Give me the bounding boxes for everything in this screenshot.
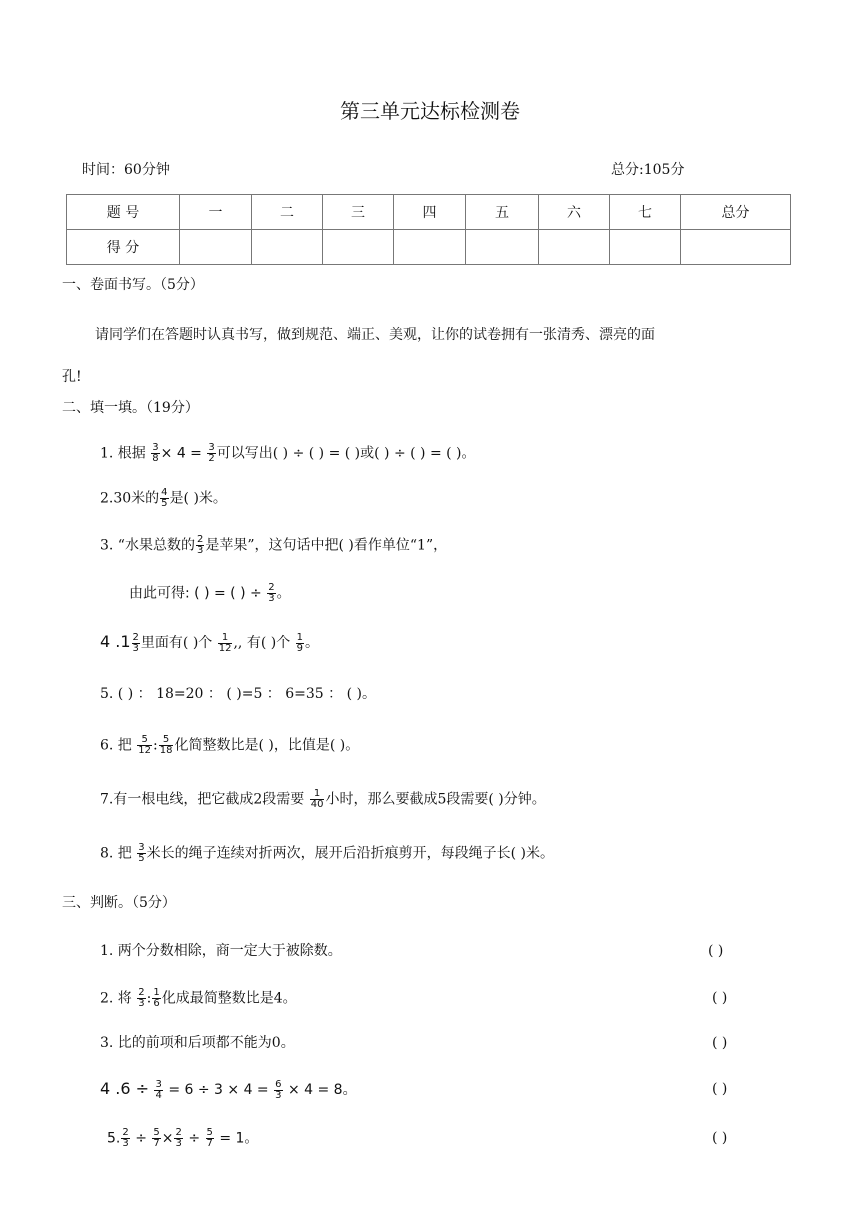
numerator: 3 (208, 442, 215, 453)
q-text: 化简整数比是( )，比值是( )。 (174, 737, 360, 754)
score-cell[interactable] (323, 230, 394, 265)
denominator: 3 (175, 1138, 182, 1149)
answer-paren[interactable]: ( ) (708, 943, 724, 959)
section1-text-line2: 孔! (62, 369, 82, 385)
denominator: 40 (310, 799, 324, 810)
fraction (274, 1080, 282, 1101)
score-cell[interactable] (610, 230, 681, 265)
q-text: 小时，那么要截成5段需要( )分钟。 (325, 791, 546, 808)
q-text: ,, 有( )个 (233, 635, 291, 651)
q-text: 7.有一根电线，把它截成2段需要 (100, 791, 305, 808)
answer-paren[interactable]: ( ) (712, 1130, 728, 1146)
fraction (151, 443, 159, 464)
numerator: 1 (218, 633, 233, 644)
question-2-2 (100, 488, 227, 509)
q-text: 是苹果”，这句话中把( )看作单位“1”， (205, 537, 448, 554)
fraction (137, 843, 145, 864)
score-table-header-row (67, 195, 791, 230)
numerator: 2 (196, 534, 204, 545)
numerator: 2 (138, 987, 145, 998)
q-text: 。 (305, 635, 320, 651)
q-text: = 1。 (219, 1130, 259, 1147)
question-2-3-line2 (129, 583, 291, 604)
header-cell: 一 (180, 195, 252, 230)
header-cell: 五 (466, 195, 539, 230)
q-text: 2. 将 (100, 990, 132, 1007)
numerator: 3 (138, 842, 145, 853)
fraction (152, 988, 160, 1009)
denominator: 7 (153, 1138, 160, 1149)
q-text: × 4 = (160, 445, 202, 462)
q-text: 里面有( )个 (140, 635, 213, 651)
header-cell: 四 (394, 195, 466, 230)
fraction (310, 789, 325, 810)
q-text: 3. “水果总数的 (100, 537, 195, 554)
fraction (137, 735, 152, 756)
judge-5 (107, 1128, 258, 1149)
fraction (152, 1128, 160, 1149)
q-text: 4 .1 (100, 632, 131, 651)
section3-heading: 三、判断。（5分） (62, 895, 176, 911)
fraction (196, 535, 204, 556)
denominator: 3 (268, 593, 275, 604)
q-text: : (146, 990, 152, 1007)
fraction (121, 1128, 129, 1149)
score-cell[interactable] (681, 230, 791, 265)
denominator: 12 (218, 642, 232, 654)
numerator: 1 (310, 789, 325, 800)
q-text: 可以写出( ) ÷ ( ) = ( )或( ) ÷ ( ) = ( )。 (216, 445, 476, 462)
q-text: = 6 ÷ 3 × 4 = (168, 1082, 269, 1098)
score-cell[interactable] (180, 230, 252, 265)
header-cell: 六 (539, 195, 610, 230)
header-cell: 二 (252, 195, 323, 230)
fraction (206, 1128, 214, 1149)
denominator: 3 (275, 1089, 282, 1101)
answer-paren[interactable]: ( ) (712, 1035, 728, 1051)
header-cell: 三 (323, 195, 394, 230)
numerator: 2 (122, 1127, 129, 1138)
score-cell[interactable] (539, 230, 610, 265)
judge-2 (100, 988, 297, 1009)
q-text: ÷ (188, 1130, 201, 1147)
judge-3: 3. 比的前项和后项都不能为0。 (100, 1035, 295, 1051)
numerator: 3 (155, 1078, 162, 1090)
denominator: 3 (138, 998, 145, 1009)
numerator: 2 (268, 582, 275, 593)
section1-text-line1: 请同学们在答题时认真书写，做到规范、端正、美观，让你的试卷拥有一张清秀、漂亮的面 (95, 327, 655, 343)
denominator: 12 (138, 745, 151, 756)
question-2-1 (100, 443, 476, 464)
question-2-8 (100, 843, 554, 864)
numerator: 5 (206, 1127, 213, 1138)
fraction (174, 1128, 182, 1149)
fraction (218, 633, 233, 654)
answer-paren[interactable]: ( ) (712, 1081, 728, 1097)
numerator: 4 (161, 487, 168, 498)
q-text: : (153, 737, 158, 754)
judge-4 (100, 1079, 357, 1101)
section2-heading: 二、填一填。（19分） (62, 400, 199, 416)
denominator: 5 (161, 498, 168, 509)
denominator: 4 (155, 1089, 162, 1101)
q-text: 米长的绳子连续对折两次，展开后沿折痕剪开，每段绳子长( )米。 (146, 845, 555, 862)
fraction (159, 735, 174, 756)
q-text: ÷ (135, 1130, 147, 1147)
score-table-score-row (67, 230, 791, 265)
denominator: 3 (132, 642, 139, 654)
fraction (132, 633, 140, 654)
numerator: 1 (153, 987, 160, 998)
score-cell[interactable] (466, 230, 539, 265)
fraction (296, 633, 304, 654)
header-cell: 七 (610, 195, 681, 230)
denominator: 5 (138, 853, 145, 864)
q-text: 8. 把 (100, 845, 132, 862)
denominator: 3 (122, 1138, 129, 1149)
q-text: 化成最简整数比是4。 (161, 990, 297, 1007)
fraction (160, 488, 168, 509)
q-text: 由此可得: ( ) = ( ) ÷ (129, 585, 262, 602)
denominator: 8 (152, 453, 159, 464)
answer-paren[interactable]: ( ) (712, 990, 728, 1006)
numerator: 2 (175, 1127, 182, 1138)
denominator: 6 (153, 998, 160, 1009)
denominator: 18 (159, 745, 173, 756)
numerator: 5 (153, 1127, 160, 1138)
fraction (207, 443, 215, 464)
time-info: 时间：60分钟 (82, 162, 170, 178)
q-text: 4 .6 ÷ (100, 1079, 150, 1098)
header-cell: 总分 (681, 195, 791, 230)
question-2-5: 5. ( ) ： 18=20 ： ( )=5 ： 6=35 ： ( )。 (100, 686, 376, 702)
question-2-3 (100, 535, 447, 556)
score-table (66, 194, 791, 265)
fraction (267, 583, 275, 604)
page-title: 第三单元达标检测卷 (340, 99, 520, 123)
q-text: 6. 把 (100, 737, 132, 754)
numerator: 3 (152, 442, 159, 453)
fraction (137, 988, 145, 1009)
section1-heading: 一、卷面书写。（5分） (62, 277, 204, 293)
denominator: 3 (196, 545, 204, 556)
numerator: 2 (132, 631, 139, 643)
question-2-6 (100, 735, 359, 756)
numerator: 5 (137, 735, 152, 746)
score-cell[interactable] (394, 230, 466, 265)
q-text: 。 (276, 585, 291, 602)
q-text: 是( )米。 (169, 490, 227, 507)
q-text: × 4 = 8。 (287, 1082, 357, 1098)
score-cell: 得 分 (67, 230, 180, 265)
denominator: 9 (296, 642, 304, 654)
question-2-7 (100, 789, 546, 810)
numerator: 1 (296, 631, 304, 643)
q-text: 5. (107, 1130, 121, 1147)
q-text: 1. 根据 (100, 445, 146, 462)
q-text: × (161, 1130, 174, 1147)
q-text: 2.30米的 (100, 490, 160, 507)
question-2-4 (100, 632, 319, 654)
numerator: 5 (159, 735, 174, 746)
score-cell[interactable] (252, 230, 323, 265)
denominator: 2 (208, 453, 215, 464)
numerator: 6 (275, 1078, 282, 1090)
fraction (154, 1080, 162, 1101)
total-info: 总分:105分 (611, 162, 685, 178)
judge-1: 1. 两个分数相除，商一定大于被除数。 (100, 943, 342, 959)
header-cell: 题 号 (67, 195, 180, 230)
denominator: 7 (206, 1138, 213, 1149)
